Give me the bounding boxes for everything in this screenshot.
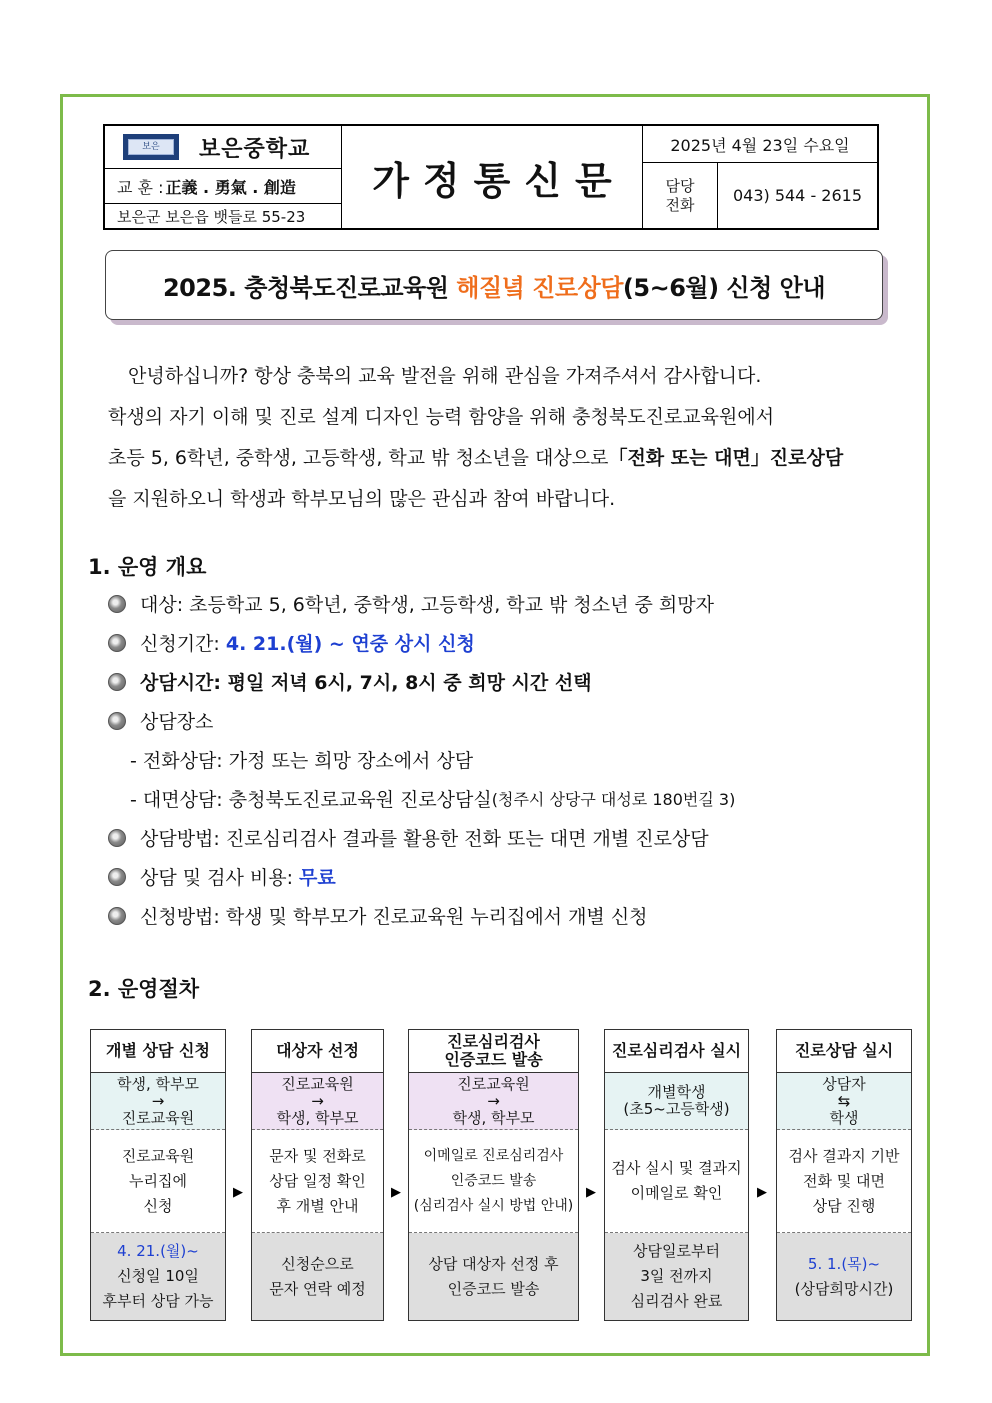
intro-line-3 [108, 438, 908, 479]
desc-line: 누리집에 [129, 1171, 187, 1190]
step-note [252, 1233, 383, 1320]
step-title: 진로상담 실시 [777, 1030, 911, 1073]
title-banner [105, 250, 883, 320]
step-desc [409, 1130, 578, 1233]
banner-part2: (5~6월) 신청 안내 [622, 273, 825, 302]
note-line: 5. 1.(목)~ [807, 1254, 881, 1273]
list-subitem [108, 779, 908, 818]
school-logo [123, 134, 179, 160]
list-item [108, 623, 908, 662]
desc-line: 진로교육원 [121, 1146, 195, 1165]
target-text: 대상: 초등학교 5, 6학년, 중학생, 고등학생, 학교 밖 청소년 중 희망자 [140, 594, 714, 616]
role-from: 진로교육원 [457, 1074, 530, 1093]
arrow-right-icon: ▶ [233, 1185, 243, 1200]
phone-label-1: 담당 [665, 176, 695, 195]
step-desc [91, 1130, 225, 1233]
role-line: 개별학생 [647, 1083, 706, 1101]
bullet-icon [108, 907, 126, 925]
section2-title: 2. 운영절차 [88, 977, 200, 1001]
bullet-icon [108, 829, 126, 847]
issue-date: 2025년 4월 23일 수요일 [643, 126, 877, 163]
note-line: 후부터 상담 가능 [102, 1292, 214, 1310]
intro-line-2: 학생의 자기 이해 및 진로 설계 디자인 능력 함양을 위해 충청북도진로교육원에서 [108, 406, 775, 428]
desc-line: 상담 일정 확인 [269, 1171, 366, 1190]
role-from: 상담자 [822, 1074, 866, 1093]
note-line: 상담 대상자 선정 후 [428, 1254, 559, 1273]
step-box [604, 1029, 749, 1321]
step-title-line: 진로심리검사 [447, 1032, 540, 1051]
note-line: 심리검사 완료 [630, 1292, 723, 1310]
apply-text: 신청방법: 학생 및 학부모가 진로교육원 누리집에서 개별 신청 [140, 906, 648, 928]
place-face: - 대면상담: 충청북도진로교육원 진로상담실 [130, 789, 492, 811]
phone-number: 043) 544 - 2615 [732, 186, 863, 205]
step-box [251, 1029, 384, 1321]
phone-label [643, 163, 718, 228]
step-desc [605, 1130, 748, 1233]
swap-arrows-icon: ⇆ [837, 1091, 851, 1110]
procedure-flow [90, 1029, 912, 1321]
desc-line: 인증코드 발송 [450, 1172, 537, 1189]
note-line: 신청순으로 [281, 1254, 354, 1273]
motto-row [105, 169, 341, 204]
phone-label-2: 전화 [665, 195, 695, 214]
list-item [108, 701, 908, 740]
time-text: 상담시간: 평일 저녁 6시, 7시, 8시 중 희망 시간 선택 [140, 672, 592, 694]
arrow-right-icon: → [151, 1091, 165, 1110]
intro-line-3a: 초등 5, 6학년, 중학생, 고등학생, 학교 밖 청소년을 대상으로 [108, 447, 609, 469]
step-note [777, 1233, 911, 1320]
bullet-icon [108, 673, 126, 691]
role-to: 학생, 학부모 [276, 1108, 359, 1127]
motto: 正義 . 勇氣 . 創造 [165, 177, 296, 197]
place-phone: - 전화상담: 가정 또는 희망 장소에서 상담 [130, 750, 474, 772]
step-note [409, 1233, 578, 1320]
banner-part1: 2025. 충청북도진로교육원 [162, 273, 457, 302]
bullet-icon [108, 634, 126, 652]
step-desc [252, 1130, 383, 1233]
role-to: 학생 [829, 1108, 859, 1127]
step-desc [777, 1130, 911, 1233]
period-label: 신청기간: [140, 633, 226, 655]
logo-text: 보은 [128, 139, 174, 155]
step-box [776, 1029, 912, 1321]
note-line: 상담일로부터 [633, 1242, 720, 1260]
cost-value: 무료 [299, 867, 336, 889]
role-to: 진로교육원 [121, 1108, 195, 1127]
desc-line: 검사 실시 및 결과지 [611, 1159, 742, 1177]
step-role [605, 1073, 748, 1130]
role-to: 학생, 학부모 [452, 1108, 535, 1127]
desc-line: 이메일로 진로심리검사 [423, 1147, 564, 1164]
note-line: 신청일 10일 [117, 1267, 199, 1285]
list-item [108, 662, 908, 701]
bullet-icon [108, 712, 126, 730]
arrow-right-icon: → [487, 1091, 500, 1110]
list-item [108, 584, 908, 623]
motto-label: 교 훈 : [117, 177, 164, 197]
arrow-right-icon: ▶ [757, 1185, 767, 1200]
step-note [91, 1233, 225, 1320]
step-role [777, 1073, 911, 1130]
desc-line: 신청 [143, 1196, 173, 1215]
desc-line: 전화 및 대면 [803, 1171, 885, 1190]
cost-label: 상담 및 검사 비용: [140, 867, 300, 889]
step-title: 개별 상담 신청 [91, 1030, 225, 1073]
intro-line-3b: 「전화 또는 대면」진로상담 [608, 447, 844, 469]
banner-highlight: 해질녘 진로상담 [456, 273, 623, 302]
overview-list [108, 584, 908, 935]
arrow-right-icon: → [311, 1091, 324, 1110]
step-box [90, 1029, 226, 1321]
step-title: 진로심리검사 실시 [605, 1030, 748, 1073]
school-address: 보은군 보은읍 뱃들로 55-23 [117, 207, 306, 226]
step-box [408, 1029, 579, 1321]
step-title [409, 1030, 578, 1073]
note-line: 인증코드 발송 [447, 1279, 540, 1298]
note-line: 3일 전까지 [640, 1267, 713, 1285]
paper-title: 가정통신문 [372, 158, 626, 203]
step-title-line: 인증코드 발송 [444, 1050, 543, 1069]
arrow-right-icon: ▶ [586, 1185, 596, 1200]
bullet-icon [108, 868, 126, 886]
bullet-icon [108, 595, 126, 613]
step-role [252, 1073, 383, 1130]
desc-line: 후 개별 안내 [276, 1196, 359, 1215]
intro-line-1: 안녕하십니까? 항상 충북의 교육 발전을 위해 관심을 가져주셔서 감사합니다. [128, 365, 762, 387]
step-role [409, 1073, 578, 1130]
school-info [105, 126, 342, 228]
section1-title: 1. 운영 개요 [88, 555, 207, 579]
intro-paragraph [108, 356, 908, 520]
date-phone-cell [643, 126, 877, 228]
note-line: 4. 21.(월)~ [117, 1242, 199, 1260]
header-table [103, 124, 879, 230]
period-value: 4. 21.(월) ~ 연중 상시 신청 [225, 633, 475, 655]
place-text: 상담장소 [140, 711, 214, 733]
role-from: 학생, 학부모 [117, 1074, 199, 1093]
note-line: (상담희망시간) [794, 1279, 894, 1298]
phone-row [643, 163, 877, 228]
title-cell [342, 126, 643, 228]
list-item [108, 818, 908, 857]
note-line: 문자 연락 예정 [269, 1279, 366, 1298]
list-item [108, 896, 908, 935]
desc-line: 이메일로 확인 [630, 1184, 723, 1202]
role-from: 진로교육원 [281, 1074, 354, 1093]
desc-line: 문자 및 전화로 [269, 1146, 366, 1165]
method-text: 상담방법: 진로심리검사 결과를 활용한 전화 또는 대면 개별 진로상담 [140, 828, 709, 850]
school-name-row [105, 126, 341, 169]
school-name: 보은중학교 [199, 136, 311, 162]
step-title: 대상자 선정 [252, 1030, 383, 1073]
list-subitem [108, 740, 908, 779]
intro-line-4: 을 지원하오니 학생과 학부모님의 많은 관심과 참여 바랍니다. [108, 488, 616, 510]
desc-line: 검사 결과지 기반 [788, 1146, 900, 1165]
list-item [108, 857, 908, 896]
step-role [91, 1073, 225, 1130]
desc-line: (심리검사 실시 방법 안내) [413, 1197, 574, 1214]
desc-line: 상담 진행 [812, 1196, 876, 1215]
place-face-address: (청주시 상당구 대성로 180번길 3) [491, 790, 736, 809]
step-note [605, 1233, 748, 1320]
role-line: (초5~고등학생) [623, 1100, 730, 1118]
arrow-right-icon: ▶ [391, 1185, 401, 1200]
